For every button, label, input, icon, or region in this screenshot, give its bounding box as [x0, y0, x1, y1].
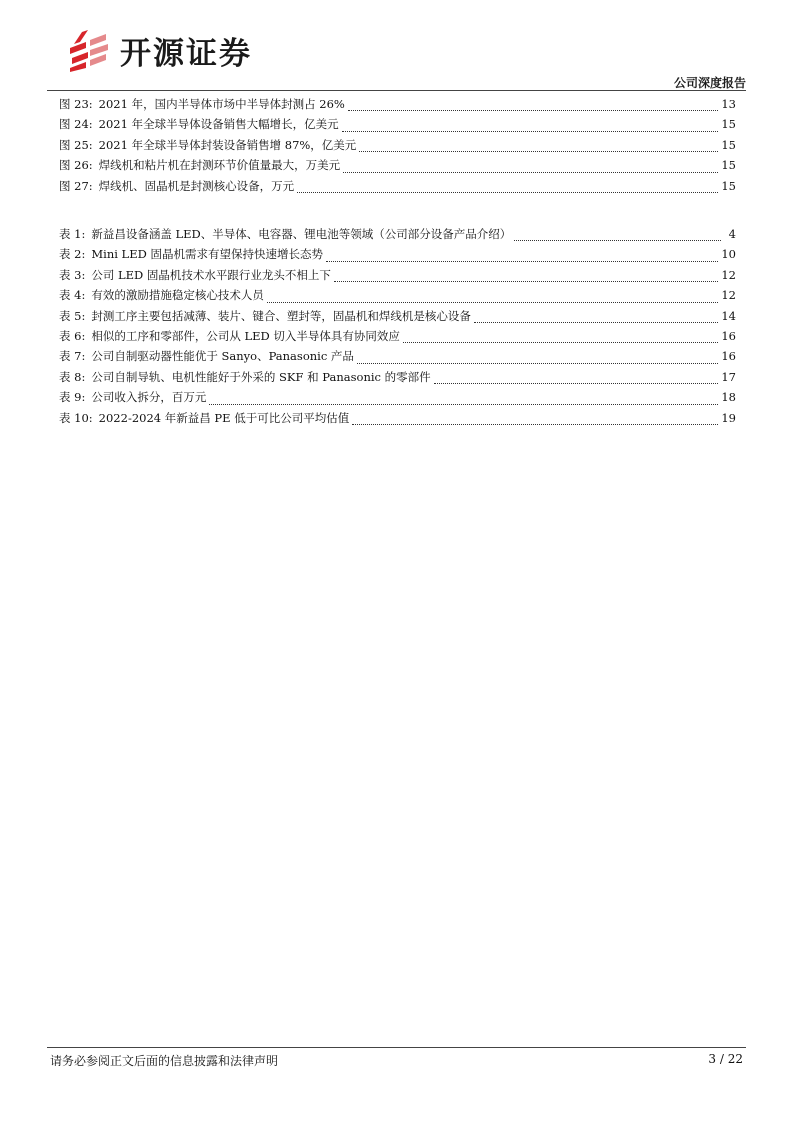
toc-entry-title: Mini LED 固晶机需求有望保持快速增长态势 [91, 247, 323, 262]
toc-entry-label: 图 27: [59, 178, 93, 193]
logo-mark-icon [66, 28, 110, 72]
toc-entry-title: 2021 年全球半导体设备销售大幅增长，亿美元 [98, 117, 339, 132]
toc-entry-page: 17 [721, 369, 736, 384]
dot-leader [348, 109, 719, 111]
toc-entry-page: 13 [721, 97, 736, 111]
dot-leader [434, 382, 719, 384]
toc-entry-label: 表 6: [59, 328, 86, 343]
toc-entry-title: 封测工序主要包括减薄、装片、键合、塑封等，固晶机和焊线机是核心设备 [91, 308, 471, 323]
figure-index-entry[interactable] [59, 178, 736, 198]
logo-text: 开源证券 [120, 35, 252, 72]
toc-entry-label: 图 25: [59, 137, 93, 152]
dot-leader [326, 260, 718, 262]
toc-entry-page: 16 [721, 349, 736, 364]
toc-entry-title: 2021 年全球半导体封装设备销售增 87%，亿美元 [98, 137, 357, 152]
dot-leader [267, 301, 719, 303]
dot-leader [352, 423, 718, 425]
toc-entry-title: 公司收入拆分，百万元 [91, 390, 207, 405]
figure-index-entry[interactable] [59, 116, 736, 136]
toc-entry-title: 有效的激励措施稳定核心技术人员 [91, 288, 264, 303]
table-index-entry[interactable] [59, 308, 736, 328]
dot-leader [334, 280, 718, 282]
table-index-entry[interactable] [59, 348, 736, 368]
figure-index [59, 96, 736, 198]
footer-disclaimer: 请务必参阅正文后面的信息披露和法律声明 [50, 1054, 279, 1068]
header-divider [47, 90, 746, 91]
toc-entry-title: 新益昌设备涵盖 LED、半导体、电容器、锂电池等领域（公司部分设备产品介绍） [91, 227, 512, 241]
dot-leader [297, 191, 718, 193]
toc-entry-label: 表 8: [59, 369, 86, 384]
toc-entry-title: 公司 LED 固晶机技术水平跟行业龙头不相上下 [91, 267, 331, 282]
report-type-label: 公司深度报告 [673, 76, 746, 90]
toc-entry-label: 图 23: [59, 97, 93, 111]
dot-leader [359, 150, 718, 152]
toc-entry-label: 表 9: [59, 390, 86, 405]
toc-entry-title: 公司自制导轨、电机性能好于外采的 SKF 和 Panasonic 的零部件 [91, 369, 431, 384]
dot-leader [342, 130, 719, 132]
toc-entry-page: 12 [721, 267, 736, 282]
table-index-entry[interactable] [59, 267, 736, 287]
dot-leader [403, 341, 718, 343]
footer-divider [47, 1047, 746, 1048]
toc-entry-page: 19 [721, 410, 736, 425]
table-index-entry[interactable] [59, 410, 736, 430]
table-index-entry[interactable] [59, 328, 736, 348]
toc-entry-title: 焊线机和粘片机在封测环节价值量最大，万美元 [98, 158, 341, 173]
toc-entry-page: 15 [721, 178, 736, 193]
toc-entry-title: 2021 年，国内半导体市场中半导体封测占 26% [98, 97, 345, 111]
toc-entry-label: 图 26: [59, 158, 93, 173]
dot-leader [343, 171, 718, 173]
toc-entry-label: 表 4: [59, 288, 86, 303]
table-index-entry[interactable] [59, 246, 736, 266]
figure-index-entry[interactable] [59, 96, 736, 116]
toc-entry-title: 2022-2024 年新益昌 PE 低于可比公司平均估值 [98, 410, 350, 425]
toc-entry-label: 表 10: [59, 410, 93, 425]
toc-entry-page: 15 [721, 158, 736, 173]
toc-entry-page: 14 [721, 308, 736, 323]
table-index-entry[interactable] [59, 287, 736, 307]
toc-entry-page: 18 [721, 390, 736, 405]
dot-leader [514, 239, 721, 241]
toc-entry-title: 相似的工序和零部件，公司从 LED 切入半导体具有协同效应 [91, 328, 400, 343]
dot-leader [474, 321, 719, 323]
toc-entry-label: 表 5: [59, 308, 86, 323]
toc-entry-label: 表 3: [59, 267, 86, 282]
toc-entry-label: 图 24: [59, 117, 93, 132]
table-index-entry[interactable] [59, 226, 736, 246]
toc-entry-page: 16 [721, 328, 736, 343]
dot-leader [357, 362, 718, 364]
figure-index-entry[interactable] [59, 157, 736, 177]
table-index-entry[interactable] [59, 369, 736, 389]
toc-entry-page: 15 [721, 117, 736, 132]
toc-entry-label: 表 7: [59, 349, 86, 364]
table-index-entry[interactable] [59, 389, 736, 409]
figure-index-entry[interactable] [59, 137, 736, 157]
toc-entry-page: 10 [721, 247, 736, 262]
toc-entry-page: 15 [721, 137, 736, 152]
company-logo [66, 28, 252, 72]
page-indicator: 3 / 22 [708, 1052, 743, 1066]
table-index [59, 226, 736, 430]
toc-entry-page: 12 [721, 288, 736, 303]
dot-leader [209, 403, 718, 405]
toc-entry-label: 表 2: [59, 247, 86, 262]
toc-entry-title: 公司自制驱动器性能优于 Sanyo、Panasonic 产品 [91, 349, 354, 364]
toc-entry-label: 表 1: [59, 227, 86, 241]
toc-entry-page: 4 [728, 227, 736, 241]
toc-entry-title: 焊线机、固晶机是封测核心设备，万元 [98, 178, 295, 193]
